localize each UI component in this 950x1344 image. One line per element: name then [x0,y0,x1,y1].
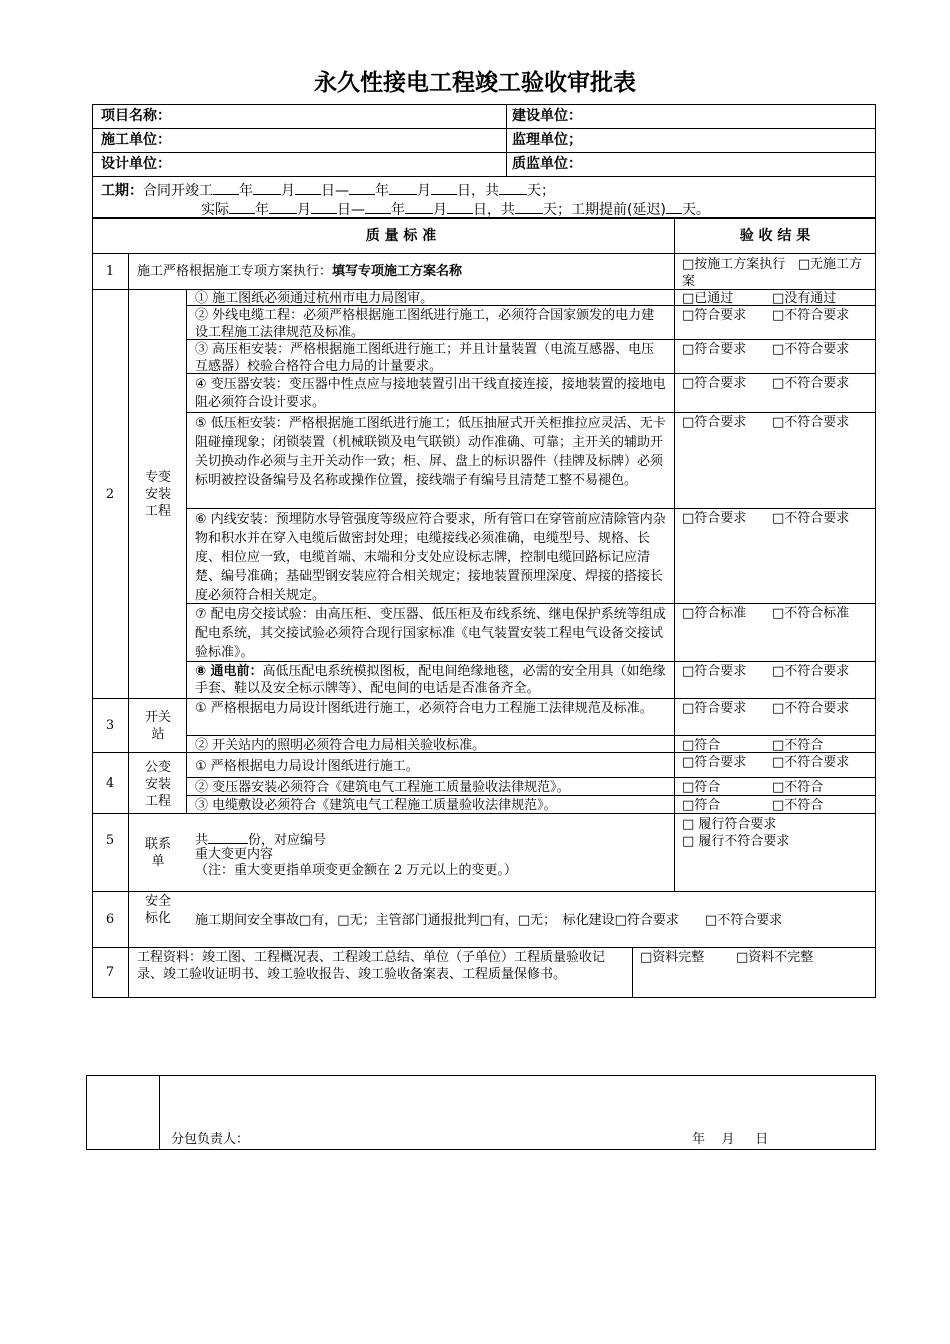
standard-item: ⑦ 配电房交接试验：由高压柜、变压器、低压柜及布线系统、继电保护系统等组成配电系统，其交接试验必须符合现行国家标准《电气装置安装工程电气设备交接试验标准》。 [195,607,666,660]
row-category: 联系单 [144,837,171,869]
build-unit-label: 建设单位： [512,108,582,124]
result-option-checkbox[interactable]: □符合要求 [682,415,747,430]
construction-unit-label: 施工单位： [101,132,171,148]
result-header: 验 收 结 果 [739,228,811,244]
result-option-checkbox[interactable]: □不符合要求 [772,664,850,679]
row-number: 7 [105,965,115,980]
standard-item: ③ 电缆敷设必须符合《建筑电气工程施工质量验收法律规范》。 [195,798,557,813]
standard-item: ① 严格根据电力局设计图纸进行施工，必须符合电力工程施工法律规范及标准。 [195,701,653,716]
result-option-checkbox[interactable]: □不符合要求 [772,415,850,430]
result-option-checkbox[interactable]: □符合要求 [682,342,747,357]
result-option-checkbox[interactable]: □按施工方案执行 [682,257,786,272]
result-option-checkbox[interactable]: □不符合 [772,780,824,795]
result-option-checkbox[interactable]: □符合要求 [682,755,747,770]
major-change-note: （注：重大变更指单项变更金额在 2 万元以上的变更。） [195,863,518,878]
contact-count-line: 共 份，对应编号 [195,829,326,849]
result-option-checkbox[interactable]: □不符合要求 [772,755,850,770]
standard-item: ① 严格根据电力局设计图纸进行施工。 [195,759,419,774]
result-option-checkbox[interactable]: □无施工方案 [682,257,862,289]
signoff-date: 年 月 日 [692,1132,769,1147]
supervision-unit-label: 监理单位； [512,132,582,148]
result-option-checkbox[interactable]: □ 履行符合要求 [682,817,777,832]
result-option-checkbox[interactable]: □已通过 [682,291,734,306]
row-number: 4 [105,776,115,791]
row-category: 安全标化 [144,894,171,926]
result-option-checkbox[interactable]: □符合要求 [682,376,747,391]
period-contract-line: 工期：合同开竣工 年 月 日— 年 月 日，共 天； [101,180,555,200]
standard-item: ⑧ 通电前：高低压配电系统模拟图板，配电间绝缘地毯，必需的安全用具（如绝缘手套、鞋以及安全标示牌等）、配电间的电话是否准备齐全。 [195,664,666,696]
subcontract-leader-label: 分包负责人： [171,1132,250,1147]
result-option-checkbox[interactable]: □符合标准 [682,606,747,621]
page-title: 永久性接电工程竣工验收审批表 [314,70,636,96]
major-change-label: 重大变更内容 [195,847,274,862]
result-option-checkbox[interactable]: □符合要求 [682,308,747,323]
standard-item: ① 施工图纸必须通过杭州市电力局图审。 [195,291,434,306]
standard-item: ⑤ 低压柜安装：严格根据施工图纸进行施工；低压抽屉式开关柜推拉应灵活、无卡阻碰撞现象；闭锁装置（机械联锁及电气联锁）动作准确、可靠；主开关的辅助开关切换动作必须与主开关动作一致；柜、屏、盘上的标识器件（挂牌及标牌）必须标明被控设备编号及名称或操作位置，接线端子有编号且清楚工整不易褪色。 [195,416,666,488]
result-option-checkbox[interactable]: □符合要求 [682,664,747,679]
design-unit-label: 设计单位： [101,156,171,172]
standard-item: ② 变压器安装必须符合《建筑电气工程施工质量验收法律规范》。 [195,780,570,795]
row-category: 专变安装工程 [144,470,171,519]
standard-item: ⑥ 内线安装：预埋防水导管强度等级应符合要求，所有管口在穿管前应清除管内杂物和积水并在穿入电缆后做密封处理；电缆接线必须准确，电缆型号、规格、长度、相位应一致，电缆首端、末端和分支处应设标志牌，控制电缆回路标记应清楚、编号准确；基础型钢安装应符合相关规定；接地装置预埋深度、焊接的搭接长度必须符合相关规定。 [195,512,666,603]
row1-standard: 施工严格根据施工专项方案执行：填写专项施工方案名称 [137,264,463,279]
standard-item: ② 外线电缆工程：必须严格根据施工图纸进行施工，必须符合国家颁发的电力建设工程施工法律规范及标准。 [195,308,655,340]
row-number: 1 [105,264,115,279]
result-option-checkbox[interactable]: □ 履行不符合要求 [682,834,790,849]
result-option-checkbox[interactable]: □符合 [682,738,721,753]
row-category: 公变安装工程 [144,760,171,809]
result-option-checkbox[interactable]: □不符合要求 [772,376,850,391]
result-option-checkbox[interactable]: □符合 [682,780,721,795]
standard-item: ② 开关站内的照明必须符合电力局相关验收标准。 [195,738,486,753]
result-option-checkbox[interactable]: □符合要求 [682,511,747,526]
result-option-checkbox[interactable]: □不符合标准 [772,606,850,621]
period-actual-line: 实际 年 月 日— 年 月 日，共 天；工期提前(延迟) 天。 [201,199,710,219]
project-docs-text: 工程资料：竣工图、工程概况表、工程竣工总结、单位（子单位）工程质量验收记录、竣工验收证明书、竣工验收报告、竣工验收备案表、工程质量保修书。 [137,950,606,982]
quality-standard-header: 质 量 标 准 [365,228,437,244]
result-option-checkbox[interactable]: □不符合 [772,738,824,753]
result-option-checkbox[interactable]: □不符合要求 [772,701,850,716]
result-option-checkbox[interactable]: □符合 [682,798,721,813]
row-number: 5 [105,833,115,848]
row-number: 6 [105,912,115,927]
result-option-checkbox[interactable]: □不符合 [772,798,824,813]
result-option-checkbox[interactable]: □不符合要求 [772,511,850,526]
standard-item: ④ 变压器安装：变压器中性点应与接地装置引出干线直接连接，接地装置的接地电阻必须符合设计要求。 [195,377,666,410]
row1-result [682,256,872,290]
standard-item: ③ 高压柜安装：严格根据施工图纸进行施工；并且计量装置（电流互感器、电压互感器）校验合格符合电力局的计量要求。 [195,342,655,374]
row-number: 3 [105,718,115,733]
result-option-checkbox[interactable]: □没有通过 [772,291,837,306]
safety-standard-text: 施工期间安全事故□有，□无；主管部门通报批判□有，□无； 标化建设□符合要求 □不符合要求 [195,913,783,928]
project-name-label: 项目名称： [101,108,171,124]
result-option-checkbox[interactable]: □资料完整 [640,950,705,965]
result-option-checkbox[interactable]: □符合要求 [682,701,747,716]
result-option-checkbox[interactable]: □不符合要求 [772,308,850,323]
result-option-checkbox[interactable]: □不符合要求 [772,342,850,357]
copies-input[interactable] [208,829,248,844]
row-number: 2 [105,487,115,502]
row-category: 开关站 [144,710,171,742]
quality-unit-label: 质监单位： [512,156,582,172]
result-option-checkbox[interactable]: □资料不完整 [736,950,814,965]
